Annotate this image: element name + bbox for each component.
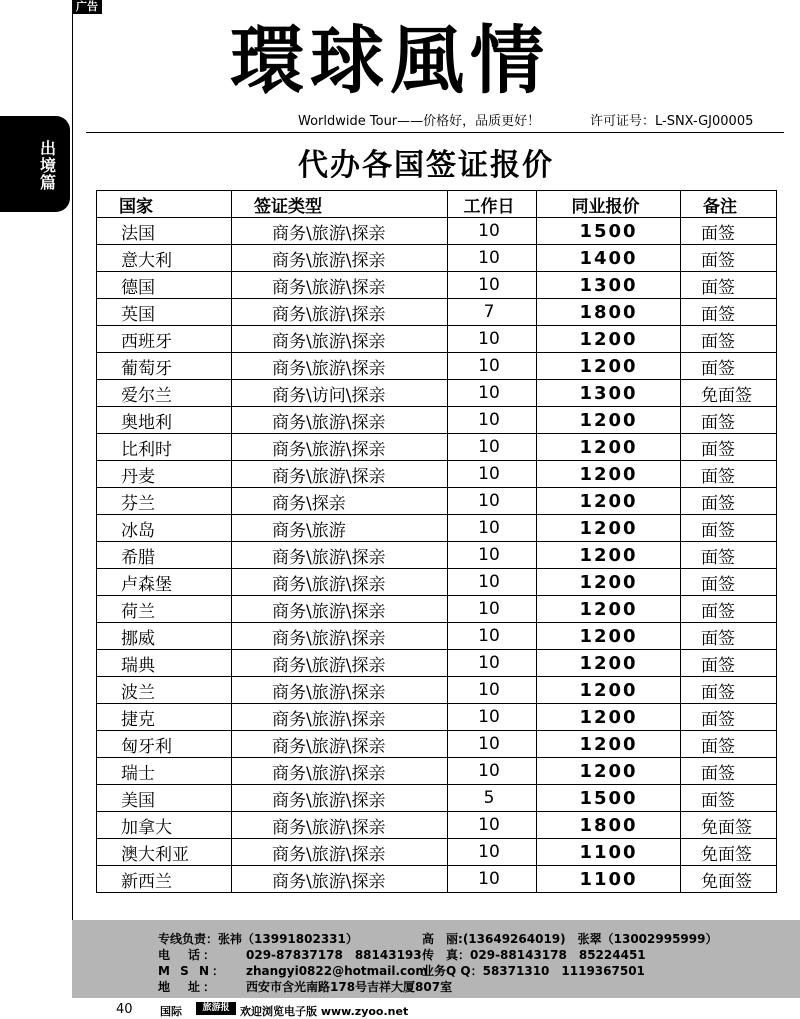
cell-price: 1800	[537, 299, 681, 326]
fax-label: 传 真：	[422, 948, 471, 962]
cell-notes: 面签	[681, 704, 777, 731]
hotline2-value: :(13649264019) 张翠（13002995999）	[458, 932, 718, 946]
cell-price: 1200	[537, 596, 681, 623]
cell-visa-type: 商务\旅游\探亲	[232, 434, 448, 461]
cell-country: 英国	[97, 299, 232, 326]
cell-visa-type: 商务\旅游\探亲	[232, 812, 448, 839]
address-label: 地 址：	[158, 980, 219, 994]
cell-country: 冰岛	[97, 515, 232, 542]
cell-notes: 面签	[681, 326, 777, 353]
table-row	[97, 731, 777, 758]
phone-label: 电 话：	[158, 948, 219, 962]
cell-country: 挪威	[97, 623, 232, 650]
cell-country: 匈牙利	[97, 731, 232, 758]
cell-visa-type: 商务\旅游\探亲	[232, 839, 448, 866]
cell-notes: 免面签	[681, 380, 777, 407]
cell-price: 1200	[537, 731, 681, 758]
contact-fax	[422, 946, 646, 963]
cell-workdays: 10	[448, 434, 537, 461]
cell-workdays: 10	[448, 488, 537, 515]
cell-visa-type: 商务\旅游\探亲	[232, 218, 448, 245]
cell-visa-type: 商务\旅游\探亲	[232, 569, 448, 596]
cell-notes: 面签	[681, 785, 777, 812]
cell-price: 1100	[537, 839, 681, 866]
hotline-value: 张祎（13991802331）	[218, 932, 358, 946]
table-body	[97, 218, 777, 893]
table-row	[97, 272, 777, 299]
cell-workdays: 10	[448, 596, 537, 623]
cell-workdays: 10	[448, 326, 537, 353]
cell-country: 荷兰	[97, 596, 232, 623]
table-row	[97, 596, 777, 623]
cell-country: 西班牙	[97, 326, 232, 353]
cell-country: 美国	[97, 785, 232, 812]
cell-visa-type: 商务\探亲	[232, 488, 448, 515]
cell-notes: 面签	[681, 623, 777, 650]
cell-workdays: 10	[448, 461, 537, 488]
footer-message: 欢迎浏览电子版 www.zyoo.net	[240, 1005, 409, 1018]
cell-visa-type: 商务\旅游\探亲	[232, 353, 448, 380]
cell-notes: 面签	[681, 245, 777, 272]
table-row	[97, 353, 777, 380]
cell-visa-type: 商务\访问\探亲	[232, 380, 448, 407]
table-row	[97, 812, 777, 839]
table-row	[97, 704, 777, 731]
qq-value: 58371310 1119367501	[482, 964, 645, 978]
cell-country: 波兰	[97, 677, 232, 704]
cell-workdays: 10	[448, 218, 537, 245]
section-side-tab-label: 出境篇	[39, 139, 56, 192]
header-workdays: 工作日	[448, 191, 537, 218]
cell-notes: 免面签	[681, 812, 777, 839]
cell-country: 卢森堡	[97, 569, 232, 596]
page-number: 40	[116, 1002, 133, 1017]
cell-price: 1100	[537, 866, 681, 893]
table-row	[97, 407, 777, 434]
cell-visa-type: 商务\旅游	[232, 515, 448, 542]
table-row	[97, 218, 777, 245]
cell-workdays: 10	[448, 731, 537, 758]
cell-price: 1200	[537, 407, 681, 434]
cell-visa-type: 商务\旅游\探亲	[232, 623, 448, 650]
header-visa-type: 签证类型	[232, 191, 448, 218]
license-number: 许可证号：L-SNX-GJ00005	[590, 114, 754, 129]
cell-price: 1200	[537, 353, 681, 380]
qq-label: 业务Q Q：	[422, 964, 483, 978]
cell-price: 1200	[537, 677, 681, 704]
msn-value: zhangyi0822@hotmail.com	[246, 964, 428, 978]
cell-notes: 面签	[681, 596, 777, 623]
cell-price: 1200	[537, 623, 681, 650]
cell-workdays: 5	[448, 785, 537, 812]
table-row	[97, 839, 777, 866]
cell-visa-type: 商务\旅游\探亲	[232, 461, 448, 488]
table-row	[97, 623, 777, 650]
header-price: 同业报价	[537, 191, 681, 218]
cell-country: 法国	[97, 218, 232, 245]
cell-country: 希腊	[97, 542, 232, 569]
page-title: 代办各国签证报价	[298, 148, 554, 183]
cell-notes: 面签	[681, 218, 777, 245]
cell-notes: 面签	[681, 515, 777, 542]
cell-visa-type: 商务\旅游\探亲	[232, 677, 448, 704]
cell-notes: 免面签	[681, 866, 777, 893]
cell-workdays: 10	[448, 812, 537, 839]
cell-notes: 面签	[681, 434, 777, 461]
cell-notes: 面签	[681, 677, 777, 704]
ad-label: 广告	[72, 0, 102, 14]
cell-workdays: 10	[448, 542, 537, 569]
cell-country: 葡萄牙	[97, 353, 232, 380]
cell-country: 比利时	[97, 434, 232, 461]
cell-visa-type: 商务\旅游\探亲	[232, 542, 448, 569]
cell-workdays: 10	[448, 380, 537, 407]
cell-workdays: 10	[448, 623, 537, 650]
cell-country: 新西兰	[97, 866, 232, 893]
table-row	[97, 758, 777, 785]
table-row	[97, 542, 777, 569]
cell-price: 1200	[537, 542, 681, 569]
cell-notes: 面签	[681, 272, 777, 299]
cell-notes: 面签	[681, 488, 777, 515]
cell-country: 捷克	[97, 704, 232, 731]
cell-workdays: 10	[448, 515, 537, 542]
cell-visa-type: 商务\旅游\探亲	[232, 785, 448, 812]
cell-visa-type: 商务\旅游\探亲	[232, 272, 448, 299]
cell-notes: 面签	[681, 731, 777, 758]
cell-workdays: 10	[448, 758, 537, 785]
contact-panel	[72, 920, 800, 998]
cell-country: 瑞典	[97, 650, 232, 677]
cell-visa-type: 商务\旅游\探亲	[232, 866, 448, 893]
cell-price: 1200	[537, 326, 681, 353]
table-row	[97, 866, 777, 893]
cell-country: 奥地利	[97, 407, 232, 434]
cell-price: 1200	[537, 758, 681, 785]
cell-visa-type: 商务\旅游\探亲	[232, 704, 448, 731]
cell-country: 加拿大	[97, 812, 232, 839]
contact-qq	[422, 962, 645, 979]
phone-value: 029-87837178 88143193	[246, 948, 422, 962]
header-country: 国家	[97, 191, 232, 218]
contact-msn	[158, 962, 428, 979]
cell-visa-type: 商务\旅游\探亲	[232, 326, 448, 353]
table-row	[97, 245, 777, 272]
cell-country: 丹麦	[97, 461, 232, 488]
footer-logo: 旅游报	[196, 1002, 236, 1015]
cell-price: 1800	[537, 812, 681, 839]
table-row	[97, 380, 777, 407]
cell-visa-type: 商务\旅游\探亲	[232, 299, 448, 326]
section-side-tab	[0, 116, 70, 212]
cell-country: 澳大利亚	[97, 839, 232, 866]
cell-price: 1300	[537, 272, 681, 299]
cell-notes: 面签	[681, 461, 777, 488]
cell-price: 1200	[537, 704, 681, 731]
table-row	[97, 569, 777, 596]
cell-workdays: 7	[448, 299, 537, 326]
table-row	[97, 785, 777, 812]
cell-country: 德国	[97, 272, 232, 299]
cell-workdays: 10	[448, 407, 537, 434]
table-row	[97, 434, 777, 461]
title-divider	[86, 132, 784, 133]
contact-hotline	[158, 930, 358, 947]
table-header-row	[97, 191, 777, 218]
hotline-label: 专线负责：	[158, 932, 219, 946]
hotline2-label: 高 丽	[422, 932, 459, 946]
cell-workdays: 10	[448, 677, 537, 704]
table-row	[97, 461, 777, 488]
cell-price: 1200	[537, 569, 681, 596]
table-row	[97, 650, 777, 677]
cell-price: 1200	[537, 488, 681, 515]
cell-visa-type: 商务\旅游\探亲	[232, 407, 448, 434]
msn-label: M S N：	[158, 964, 227, 978]
cell-visa-type: 商务\旅游\探亲	[232, 596, 448, 623]
cell-notes: 面签	[681, 299, 777, 326]
header-notes: 备注	[681, 191, 777, 218]
footer-label: 国际	[160, 1005, 182, 1018]
cell-price: 1500	[537, 785, 681, 812]
cell-price: 1500	[537, 218, 681, 245]
brand-tagline: Worldwide Tour——价格好，品质更好！	[298, 114, 541, 129]
table-row	[97, 677, 777, 704]
cell-price: 1200	[537, 515, 681, 542]
cell-notes: 面签	[681, 569, 777, 596]
cell-price: 1300	[537, 380, 681, 407]
cell-price: 1200	[537, 650, 681, 677]
cell-country: 芬兰	[97, 488, 232, 515]
cell-country: 爱尔兰	[97, 380, 232, 407]
cell-visa-type: 商务\旅游\探亲	[232, 650, 448, 677]
table-row	[97, 326, 777, 353]
cell-notes: 面签	[681, 353, 777, 380]
contact-phone	[158, 946, 422, 963]
cell-workdays: 10	[448, 353, 537, 380]
visa-price-table	[96, 190, 777, 893]
cell-visa-type: 商务\旅游\探亲	[232, 758, 448, 785]
cell-country: 瑞士	[97, 758, 232, 785]
cell-country: 意大利	[97, 245, 232, 272]
cell-workdays: 10	[448, 839, 537, 866]
cell-visa-type: 商务\旅游\探亲	[232, 731, 448, 758]
cell-visa-type: 商务\旅游\探亲	[232, 245, 448, 272]
cell-workdays: 10	[448, 650, 537, 677]
address-value: 西安市含光南路178号吉祥大厦807室	[246, 980, 453, 994]
cell-workdays: 10	[448, 245, 537, 272]
contact-hotline-2	[422, 930, 717, 947]
cell-notes: 面签	[681, 407, 777, 434]
cell-price: 1400	[537, 245, 681, 272]
page-footer	[72, 1000, 800, 1018]
cell-workdays: 10	[448, 569, 537, 596]
cell-notes: 面签	[681, 650, 777, 677]
contact-address	[158, 978, 452, 995]
cell-price: 1200	[537, 434, 681, 461]
fax-value: 029-88143178 85224451	[470, 948, 646, 962]
table-row	[97, 515, 777, 542]
cell-workdays: 10	[448, 866, 537, 893]
table-row	[97, 488, 777, 515]
brand-logo: 環球風情	[230, 18, 550, 104]
cell-notes: 免面签	[681, 839, 777, 866]
cell-workdays: 10	[448, 704, 537, 731]
cell-notes: 面签	[681, 758, 777, 785]
cell-price: 1200	[537, 461, 681, 488]
cell-notes: 面签	[681, 542, 777, 569]
table-row	[97, 299, 777, 326]
cell-workdays: 10	[448, 272, 537, 299]
